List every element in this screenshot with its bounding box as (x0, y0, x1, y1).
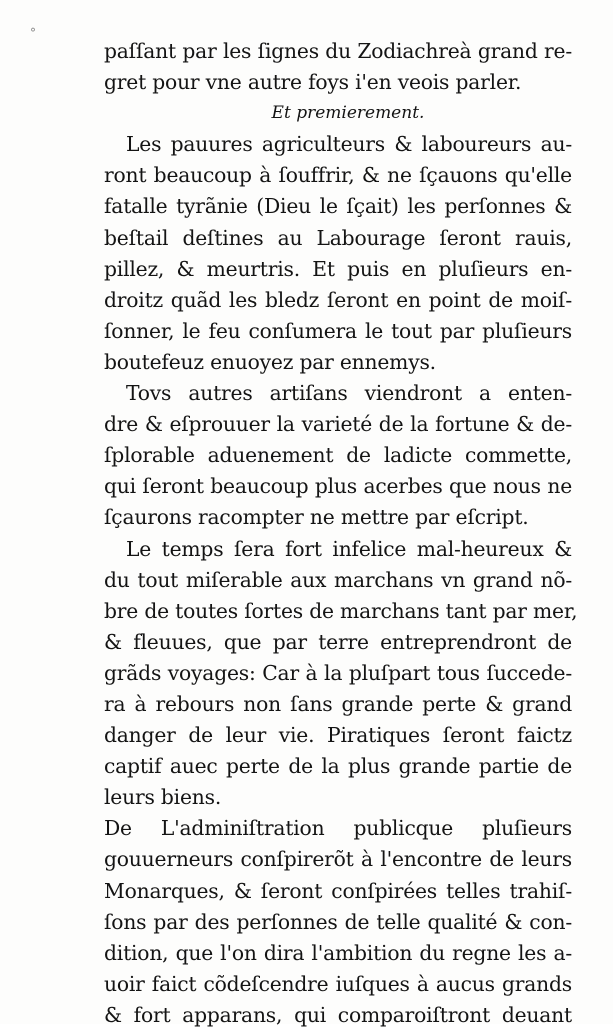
text-line: pillez, & meurtris. Et puis en pluſieurs en- (104, 256, 572, 281)
text-line: gret pour vne autre foys i'en veois parler. (104, 70, 522, 95)
text-line: Monarques, & ſeront conſpirées telles trahiſ- (104, 878, 572, 903)
text-line: ſplorable aduenement de ladicte commette, (104, 443, 572, 468)
text-line: & fleuues, que par terre entreprendront de (104, 629, 572, 654)
text-line: ſçaurons racompter ne mettre par eſcript. (104, 505, 529, 530)
text-line: dition, que l'on dira l'ambition du regne les a- (104, 940, 572, 965)
text-line: boutefeuz enuoyez par ennemys. (104, 349, 436, 374)
text-line: ſons par des perſonnes de telle qualité & con- (104, 909, 572, 934)
text-line: paſſant par les ſignes du Zodiachreà grand re- (104, 39, 572, 63)
text-line: gouuerneurs conſpirerõt à l'encontre de leurs (104, 847, 572, 872)
text-line: De L'adminiſtration publicque pluſieurs (104, 816, 572, 841)
text-line: ſonner, le feu conſumera le tout par pluſieurs (104, 318, 572, 343)
text-line: Le temps ſera fort infelice mal-heureux & (126, 536, 572, 561)
text-line: du tout miſerable aux marchans vn grand nõ- (104, 567, 572, 592)
text-line: bre de toutes ſortes de marchans tant par mer, (104, 598, 578, 623)
text-line: beſtail deſtines au Labourage ſeront rauis, (104, 225, 572, 250)
text-line: droitz quãd les bledz ſeront en point de moiſ- (104, 287, 572, 312)
text-line: leurs biens. (104, 785, 222, 810)
section-heading: Et premierement. (271, 103, 425, 124)
text-line: Les pauures agriculteurs & laboureurs au- (126, 132, 572, 157)
text-line: uoir faict cõdeſcendre iuſques à aucus grands (104, 971, 572, 996)
text-line: fatalle tyrãnie (Dieu le ſçait) les perſonnes & (104, 194, 572, 219)
text-line: captif auec perte de la plus grande partie de (104, 754, 572, 779)
text-line: danger de leur vie. Piratiques ſeront faictz (104, 723, 572, 748)
text-line: Tovs autres artiſans viendront a enten- (126, 381, 572, 406)
text-line: ra à rebours non ſans grande perte & grand (104, 691, 572, 716)
text-line: ront beaucoup à ſouffrir, & ne ſçauons qu'elle (104, 163, 572, 188)
corner-mark: ° (30, 26, 36, 40)
text-line: dre & eſprouuer la varieté de la fortune & de- (104, 412, 572, 437)
text-line: & fort apparans, qui comparoiſtront deuant (104, 1002, 572, 1027)
text-line: grãds voyages: Car à la pluſpart tous ſuccede- (104, 660, 572, 685)
text-block (104, 36, 578, 1031)
text-line: qui ſeront beaucoup plus acerbes que nous ne (104, 474, 572, 499)
